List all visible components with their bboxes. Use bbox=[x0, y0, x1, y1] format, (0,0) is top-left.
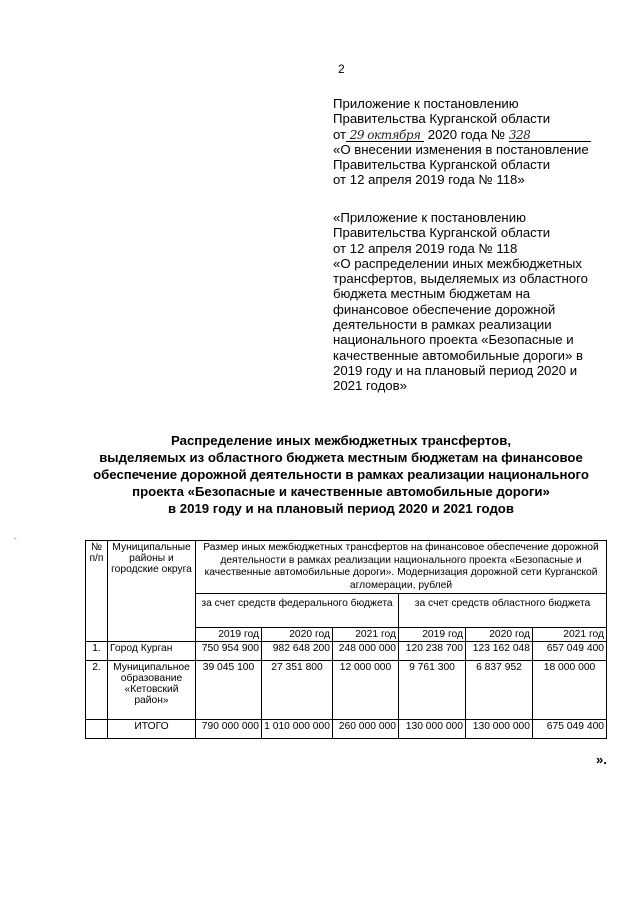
annex-line: Правительства Курганской области bbox=[333, 157, 551, 173]
total-value: 1 010 000 000 bbox=[262, 720, 333, 739]
header-year: 2020 год bbox=[262, 628, 333, 642]
row-value: 39 045 100 bbox=[196, 661, 262, 720]
row-value: 750 954 900 bbox=[196, 642, 262, 661]
header-year: 2020 год bbox=[466, 628, 533, 642]
annex-line: «О внесении изменения в постановление bbox=[333, 141, 589, 157]
row-name: Муниципальное образование «Кетовский район» bbox=[108, 661, 196, 720]
header-num: № п/п bbox=[86, 541, 108, 642]
handwritten-date: 29 октября bbox=[349, 127, 421, 142]
row-value: 120 238 700 bbox=[399, 642, 466, 661]
original-annex-header bbox=[333, 210, 588, 394]
title-line: Распределение иных межбюджетных трансфертов, bbox=[170, 433, 512, 448]
table-header-row bbox=[86, 541, 607, 594]
title-line: в 2019 году и на плановый период 2020 и 2021 годов bbox=[168, 501, 514, 516]
closing-quote: ». bbox=[596, 752, 607, 767]
row-value: 6 837 952 bbox=[466, 661, 533, 720]
total-value: 130 000 000 bbox=[466, 720, 533, 739]
header-year: 2019 год bbox=[399, 628, 466, 642]
margin-mark: - bbox=[14, 534, 17, 543]
from-label: от bbox=[333, 126, 347, 142]
annex-line: «Приложение к постановлению bbox=[333, 210, 526, 225]
table-row bbox=[86, 661, 607, 720]
annex-line: «О распределении иных межбюджетных bbox=[333, 255, 582, 271]
table-row bbox=[86, 642, 607, 661]
header-federal: за счет средств федерального бюджета bbox=[196, 594, 399, 628]
row-value: 27 351 800 bbox=[262, 661, 333, 720]
total-value: 130 000 000 bbox=[399, 720, 466, 739]
annex-line: деятельности в рамках реализации bbox=[333, 317, 552, 333]
header-year: 2021 год bbox=[333, 628, 399, 642]
row-value: 18 000 000 bbox=[533, 661, 607, 720]
annex-line: Правительства Курганской области bbox=[333, 111, 551, 127]
title-line: выделяемых из областного бюджета местным бюджетам на финансовое bbox=[99, 450, 583, 465]
row-name: Город Курган bbox=[108, 642, 196, 661]
title-line: проекта «Безопасные и качественные автомобильные дороги» bbox=[132, 484, 550, 499]
row-value: 248 000 000 bbox=[333, 642, 399, 661]
table-total-row bbox=[86, 720, 607, 739]
annex-line: от 12 апреля 2019 года № 118 bbox=[333, 240, 518, 256]
row-value: 123 162 048 bbox=[466, 642, 533, 661]
row-num: 1. bbox=[86, 642, 108, 661]
number-signature-line bbox=[509, 129, 591, 142]
annex-line: Приложение к постановлению bbox=[333, 96, 519, 111]
year-text: 2020 года № bbox=[427, 126, 506, 142]
total-name: ИТОГО bbox=[108, 720, 196, 739]
total-value: 790 000 000 bbox=[196, 720, 262, 739]
page-number: 2 bbox=[338, 62, 345, 76]
header-regional: за счет средств областного бюджета bbox=[399, 594, 607, 628]
header-municipality: Муниципальные районы и городские округа bbox=[108, 541, 196, 642]
annex-header bbox=[333, 96, 591, 188]
row-value: 657 049 400 bbox=[533, 642, 607, 661]
date-signature-line bbox=[346, 129, 424, 142]
total-num bbox=[86, 720, 108, 739]
total-value: 260 000 000 bbox=[333, 720, 399, 739]
row-value: 9 761 300 bbox=[399, 661, 466, 720]
annex-line: Правительства Курганской области bbox=[333, 225, 551, 241]
row-num: 2. bbox=[86, 661, 108, 720]
header-year: 2021 год bbox=[533, 628, 607, 642]
handwritten-number: 328 bbox=[508, 127, 531, 142]
annex-line: от 12 апреля 2019 года № 118» bbox=[333, 172, 525, 188]
annex-line: финансовое обеспечение дорожной bbox=[333, 301, 556, 317]
annex-line: бюджета местным бюджетам на bbox=[333, 286, 531, 302]
header-year: 2019 год bbox=[196, 628, 262, 642]
row-value: 982 648 200 bbox=[262, 642, 333, 661]
header-size: Размер иных межбюджетных трансфертов на финансовое обеспечение дорожной деятельности в рамках реализации национального проекта «Безопасные и качественные автомобильные дороги». Модернизация дорожной сети Курганской агломерации, рублей bbox=[196, 541, 607, 594]
transfers-table bbox=[85, 540, 607, 739]
document-title bbox=[60, 432, 622, 517]
annex-line: национального проекта «Безопасные и bbox=[333, 332, 574, 348]
annex-line: трансфертов, выделяемых из областного bbox=[333, 271, 588, 287]
row-value: 12 000 000 bbox=[333, 661, 399, 720]
annex-line: 2019 году и на плановый период 2020 и bbox=[333, 362, 578, 378]
annex-line: 2021 годов» bbox=[333, 378, 407, 394]
total-value: 675 049 400 bbox=[533, 720, 607, 739]
annex-date-line bbox=[333, 127, 591, 142]
annex-line: качественные автомобильные дороги» в bbox=[333, 347, 583, 363]
title-line: обеспечение дорожной деятельности в рамках реализации национального bbox=[93, 467, 589, 482]
